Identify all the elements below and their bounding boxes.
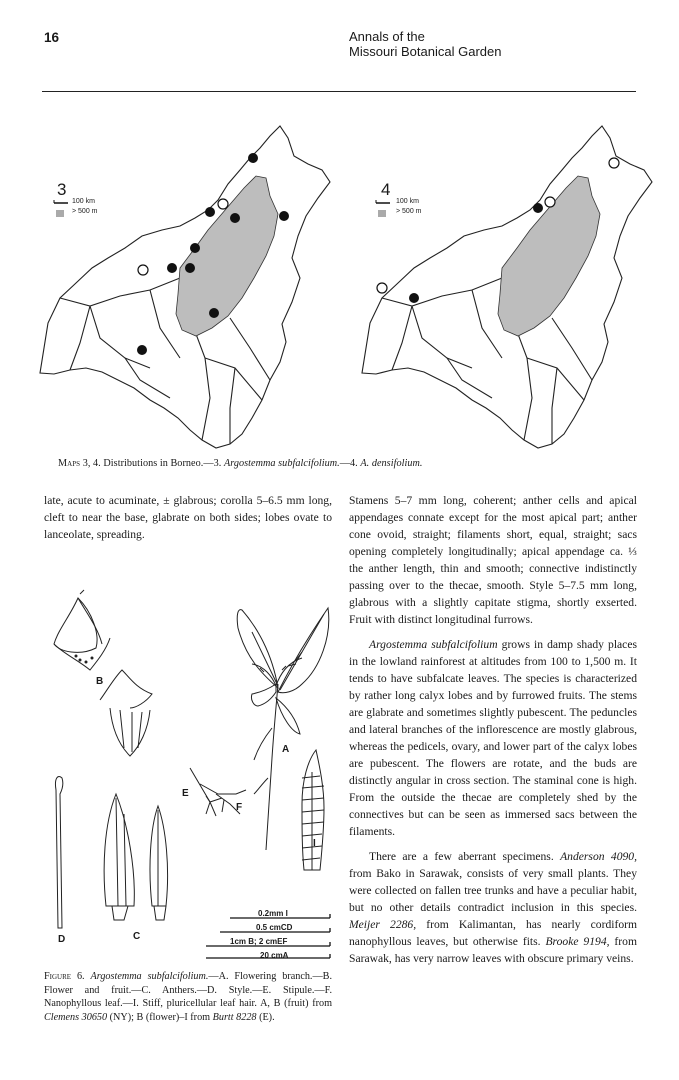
header-rule: [42, 91, 636, 92]
page-number: 16: [44, 30, 60, 45]
map-4-legend: [376, 200, 390, 217]
figure-flowering-branch: [237, 608, 329, 850]
paragraph-habitat-text: grows in damp shady places in the lowland rainforest at altitudes from 100 to 1,500 m. It tends to have subfalcate leaves. The species is characterized by rather long calyx lobes and by furrowed fruits. The stems are glabrate and sometimes slightly pubescent. The peduncles and lateral branches of the inflorescence are mostly glabrous, whereas the pedicels, ovary, and lower part of the calyx lobes are pubescent. The flowers are rotate, and the buds are distinctly angular in cross section. The staminal cone is high. From the outside the thecae are completely shed by the connectives but can be seen as immersed sacs between the filaments.: [349, 638, 637, 838]
aberrant-text-c: from Kalimantan, has nearly cordiform nanophyllous leaves, but otherwise fits.: [349, 918, 637, 948]
map-4-scale-km: 100 km: [396, 198, 419, 205]
figure-fruit: [100, 670, 152, 756]
maps-caption-lead: Maps 3, 4.: [58, 458, 101, 469]
figure-anthers: [104, 794, 167, 920]
map-3-legend: [54, 200, 68, 217]
aberrant-specimen-3: Brooke 9194,: [545, 935, 610, 948]
maps-caption: [58, 458, 423, 469]
scale-bar-label-4: 20 cmA: [260, 951, 289, 960]
maps-caption-species1: Argostemma subfalcifolium.: [223, 458, 340, 469]
map-4-scale-alt: > 500 m: [396, 208, 422, 215]
aberrant-text-b: from Bako in Sarawak, consists of very small plants. They were collected on fallen tree trunks and have a peculiar habit, but no other details contradict inclusion in this species.: [349, 867, 637, 914]
figure-caption-text3: (E).: [259, 1011, 275, 1023]
figure-label-e: E: [182, 788, 189, 799]
journal-title-line1: Annals of the: [349, 29, 425, 44]
figure-label-d: D: [58, 934, 66, 945]
map-3-borneo: [30, 118, 340, 453]
map-3-scale-km: 100 km: [72, 198, 95, 205]
map-3-number: 3: [57, 180, 67, 199]
aberrant-specimen-1: Anderson 4090,: [560, 850, 637, 863]
figure-caption-text1: —A. Flowering branch.—B. Flower and fruit.—C. Anthers.—D. Style.—E. Stipule.—F. Nanophyllous leaf.—I. Stiff, pluricellular leaf hair. A, B (fruit) from: [44, 971, 333, 1010]
paragraph-habitat: [349, 636, 637, 840]
aberrant-text-d: from Sarawak, has very narrow leaves with obscure primary veins.: [349, 935, 637, 965]
figure-style: [55, 777, 62, 929]
aberrant-text-a: There are a few aberrant specimens.: [369, 850, 554, 863]
scale-bar-label-1: 0.2mm I: [258, 909, 288, 918]
maps-caption-species2: A. densifolium.: [360, 458, 423, 469]
figure-label-c: C: [133, 931, 141, 942]
figure-6-illustration: [40, 588, 332, 960]
figure-caption-species: Argostemma subfalcifolium.: [90, 971, 209, 982]
paragraph-habitat-species: Argostemma subfalcifolium: [369, 638, 498, 651]
figure-label-a: A: [282, 744, 290, 755]
scale-bar-label-3: 1cm B; 2 cmEF: [230, 937, 288, 946]
map-4-borneo: [352, 118, 662, 453]
journal-title-line2: Missouri Botanical Garden: [349, 44, 502, 59]
aberrant-specimen-2: Meijer 2286,: [349, 918, 417, 931]
figure-caption-lead: Figure 6.: [44, 971, 85, 982]
map-4-number: 4: [381, 180, 391, 199]
figure-caption-collector1: Clemens 30650: [44, 1011, 108, 1023]
maps-caption-text2: —4.: [339, 458, 358, 469]
scale-bar-label-2: 0.5 cmCD: [256, 923, 293, 932]
journal-title: [349, 29, 501, 59]
map-3-highland: [176, 176, 278, 336]
right-column: [349, 492, 637, 967]
left-column-text: late, acute to acuminate, ± glabrous; corolla 5–6.5 mm long, cleft to near the base, glabrate on both sides; lobes ovate to lanceolate, spreading.: [44, 494, 332, 541]
figure-caption-collector2: Burtt 8228: [212, 1011, 257, 1023]
map-3-scale-alt: > 500 m: [72, 208, 98, 215]
paragraph-stamens: Stamens 5–7 mm long, coherent; anther cells and apical appendages connate except for the most apical part; anther cone ovoid, straight; filaments short, equal, straight; sacs opening completely longitudinally; apical appendage ca. ⅓ the anther length, thin and smooth; connective indistinctly passing over to the thecae, smooth. Style 5–7.5 mm long, glabrous with a slightly capitate stigma, shortly exserted. Fruit with distinct longitudinal furrows.: [349, 494, 637, 626]
figure-label-i: I: [313, 838, 316, 849]
maps-caption-text1: Distributions in Borneo.—3.: [103, 458, 222, 469]
figure-label-b: B: [96, 676, 104, 687]
figure-6-caption: [44, 970, 332, 1024]
figure-leaf-hair: [302, 750, 324, 870]
figure-label-f: F: [236, 802, 243, 813]
figure-flower-bud: [54, 590, 110, 670]
paragraph-aberrant: [349, 848, 637, 967]
figure-caption-text2: (NY); B (flower)–I from: [109, 1011, 211, 1023]
